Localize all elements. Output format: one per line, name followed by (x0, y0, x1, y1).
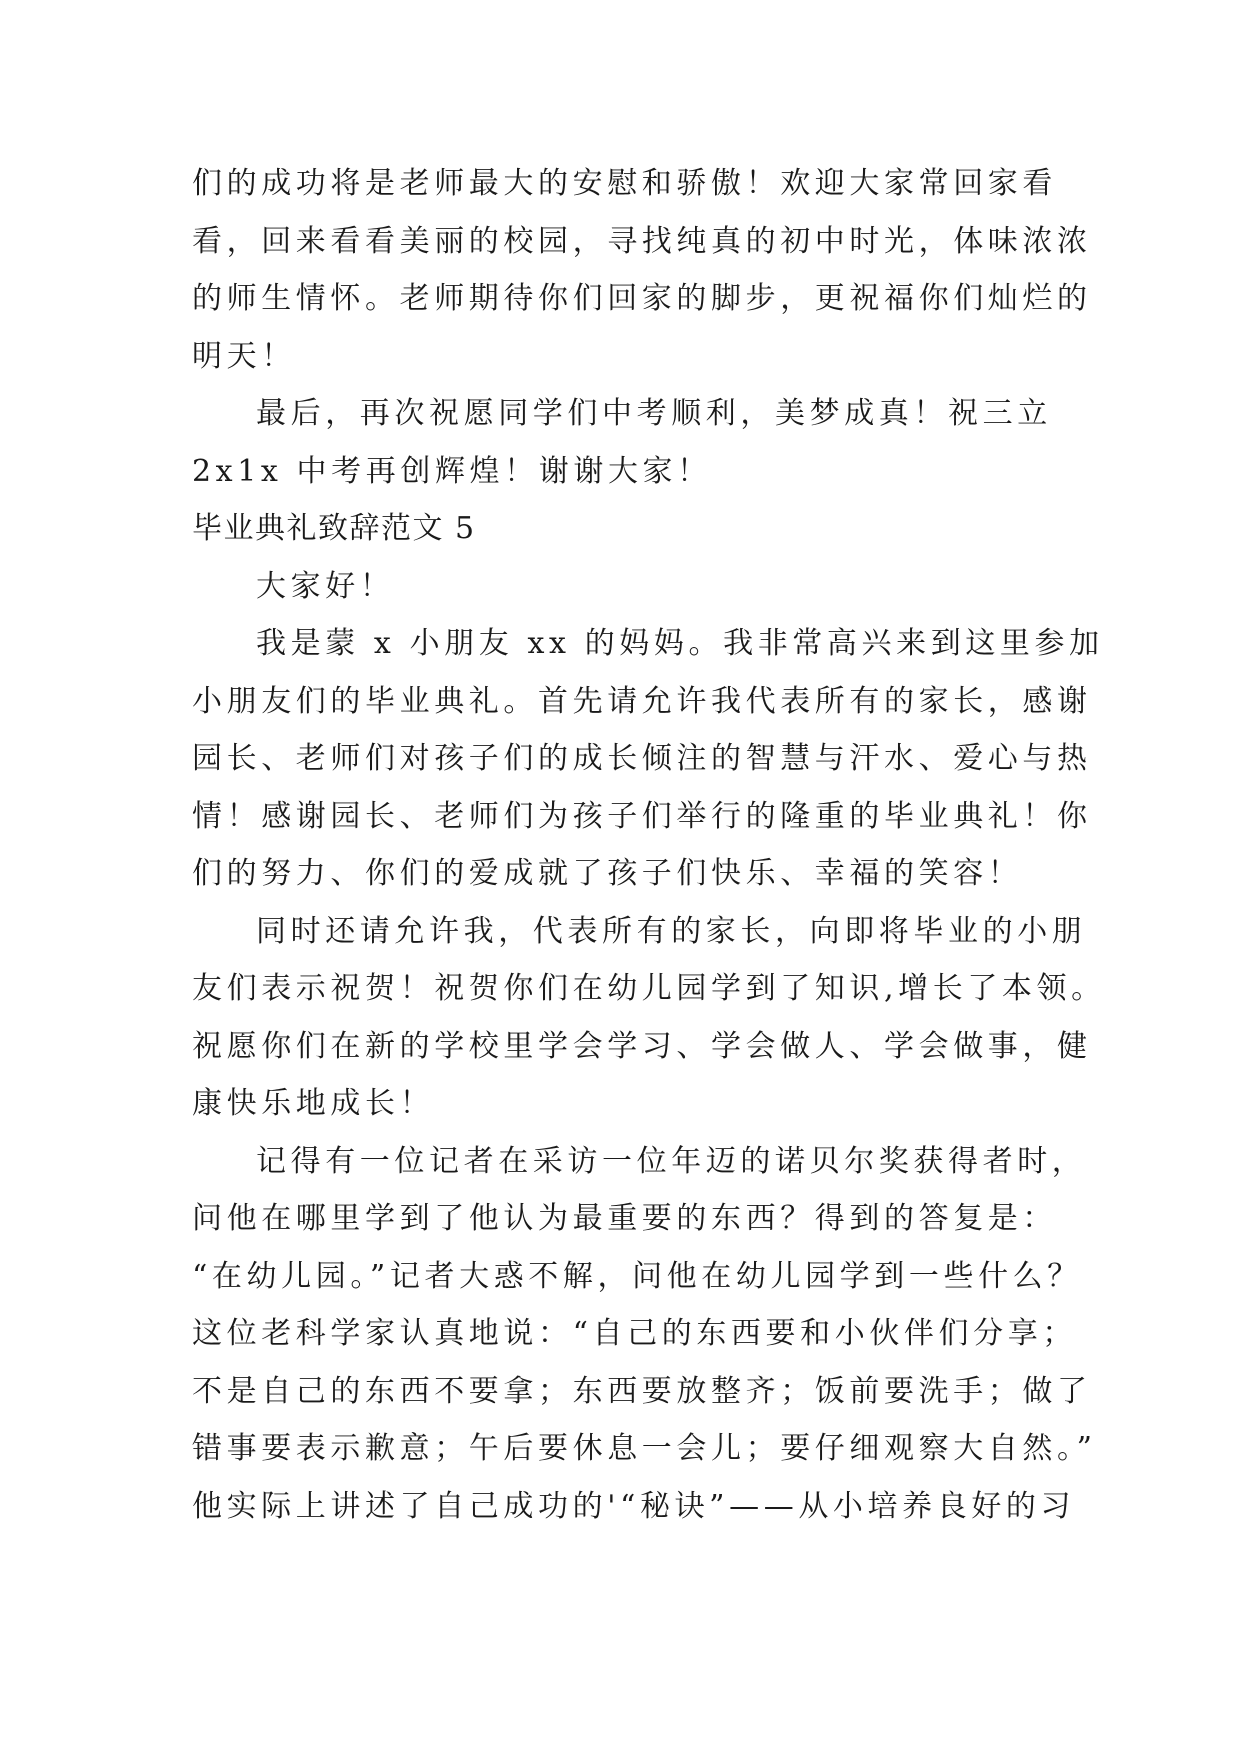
text-line: 们的努力、你们的爱成就了孩子们快乐、幸福的笑容！ (192, 856, 1023, 891)
text-line: 康快乐地成长！ (192, 1086, 435, 1121)
text-line: 们的成功将是老师最大的安慰和骄傲！欢迎大家常回家看 (192, 166, 1057, 201)
section-heading: 毕业典礼致辞范文 5 (192, 511, 476, 546)
paragraph-first-line: 记得有一位记者在采访一位年迈的诺贝尔奖获得者时， (256, 1143, 1087, 1179)
text-line: 祝愿你们在新的学校里学会学习、学会做人、学会做事，健 (192, 1028, 1092, 1064)
text-line: 的师生情怀。老师期待你们回家的脚步，更祝福你们灿烂的 (192, 281, 1092, 316)
text-line: 小朋友们的毕业典礼。首先请允许我代表所有的家长，感谢 (192, 683, 1092, 719)
text-line: 明天！ (192, 338, 296, 374)
text-line: 2x1x 中考再创辉煌！谢谢大家！ (192, 453, 712, 489)
paragraph-first-line: 同时还请允许我，代表所有的家长，向即将毕业的小朋 (256, 913, 1087, 949)
document-page (192, 155, 1106, 1535)
text-line: 情！感谢园长、老师们为孩子们举行的隆重的毕业典礼！你 (192, 798, 1092, 834)
greeting-line: 大家好！ (256, 568, 395, 604)
text-line: 错事要表示歉意；午后要休息一会儿；要仔细观察大自然。” (192, 1431, 1097, 1466)
text-line: 这位老科学家认真地说：“自己的东西要和小伙伴们分享； (192, 1316, 1077, 1351)
paragraph-first-line: 最后，再次祝愿同学们中考顺利，美梦成真！祝三立 (256, 396, 1052, 431)
text-line: 看，回来看看美丽的校园，寻找纯真的初中时光，体味浓浓 (192, 223, 1092, 259)
paragraph-first-line: 我是蒙 x 小朋友 xx 的妈妈。我非常高兴来到这里参加 (256, 626, 1104, 661)
text-line: “在幼儿园。”记者大惑不解，问他在幼儿园学到一些什么？ (192, 1258, 1082, 1294)
text-line: 他实际上讲述了自己成功的'“秘诀”——从小培养良好的习 (192, 1488, 1076, 1524)
text-line: 园长、老师们对孩子们的成长倾注的智慧与汗水、爱心与热 (192, 741, 1092, 776)
text-line: 问他在哪里学到了他认为最重要的东西？得到的答复是： (192, 1201, 1057, 1236)
text-line: 友们表示祝贺！祝贺你们在幼儿园学到了知识,增长了本领。 (192, 971, 1106, 1006)
text-line: 不是自己的东西不要拿；东西要放整齐；饭前要洗手；做了 (192, 1373, 1092, 1409)
